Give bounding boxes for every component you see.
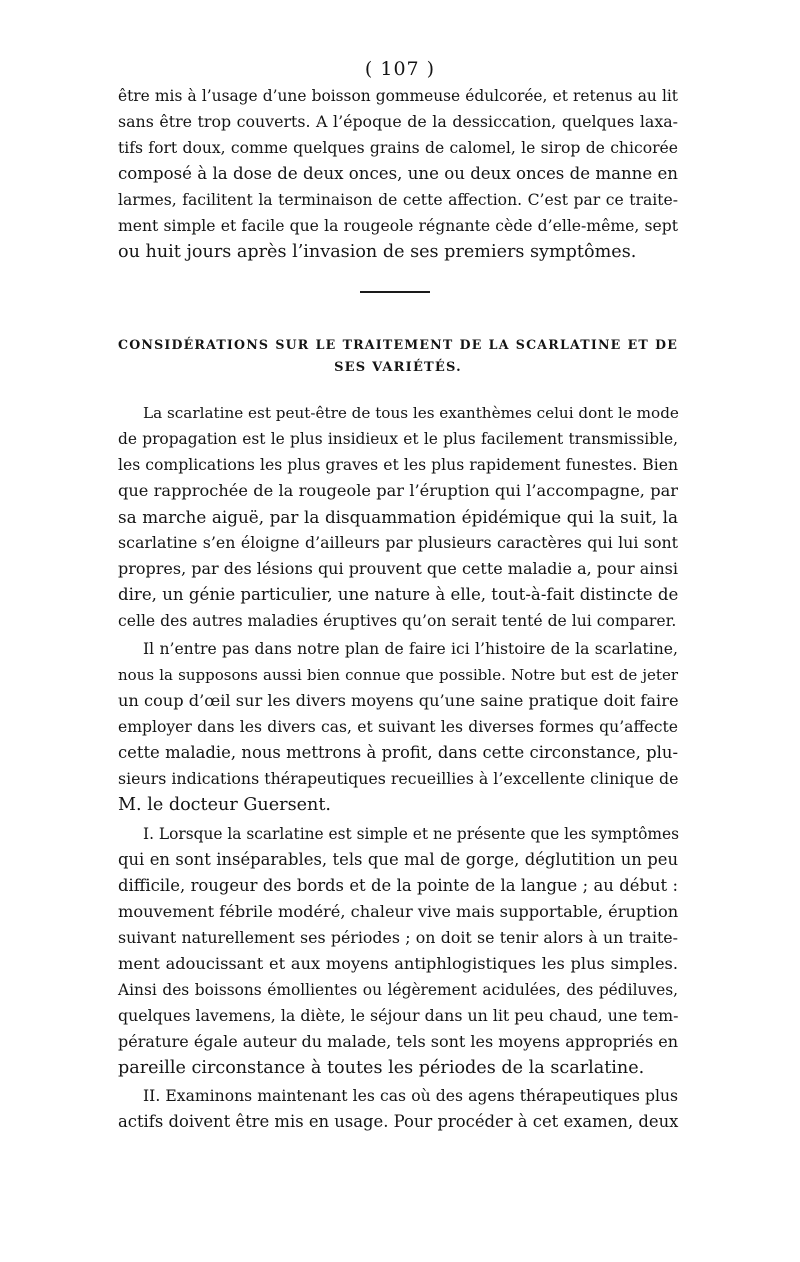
- text-line: ment adoucissant et aux moyens antiphlogistiques les plus simples.: [118, 954, 678, 973]
- text-line: qui en sont inséparables, tels que mal de gorge, déglutition un peu: [118, 850, 678, 869]
- text-line: être mis à l’usage d’une boisson gommeuse édulcorée, et retenus au lit: [118, 87, 678, 105]
- text-line: scarlatine s’en éloigne d’ailleurs par plusieurs caractères qui lui sont: [118, 533, 678, 552]
- text-line: propres, par des lésions qui prouvent que cette maladie a, pour ainsi: [118, 559, 678, 578]
- text-line: un coup d’œil sur les divers moyens qu’une saine pratique doit faire: [118, 691, 679, 710]
- page-number: ( 107 ): [364, 58, 436, 80]
- text-line: pareille circonstance à toutes les périodes de la scarlatine.: [118, 1058, 645, 1078]
- text-line: nous la supposons aussi bien connue que possible. Notre but est de jeter: [118, 666, 678, 684]
- text-line: larmes, facilitent la terminaison de cette affection. C’est par ce traite-: [118, 191, 678, 209]
- text-line: les complications les plus graves et les plus rapidement funestes. Bien: [118, 456, 678, 474]
- text-line: pérature égale auteur du malade, tels sont les moyens appropriés en: [118, 1032, 679, 1051]
- text-line: Il n’entre pas dans notre plan de faire ici l’histoire de la scarlatine,: [143, 640, 678, 658]
- text-line: quelques lavemens, la diète, le séjour dans un lit peu chaud, une tem-: [118, 1006, 679, 1025]
- text-line: que rapprochée de la rougeole par l’éruption qui l’accompagne, par: [118, 481, 678, 500]
- text-line: cette maladie, nous mettrons à profit, dans cette circonstance, plu-: [118, 743, 678, 762]
- text-line: tifs fort doux, comme quelques grains de calomel, le sirop de chicorée: [118, 139, 678, 157]
- section-divider: [360, 291, 430, 293]
- text-line: mouvement fébrile modéré, chaleur vive mais supportable, éruption: [118, 902, 679, 921]
- text-line: La scarlatine est peut-être de tous les exanthèmes celui dont le mode: [143, 404, 679, 422]
- text-line: employer dans les divers cas, et suivant les diverses formes qu’affecte: [118, 718, 678, 736]
- text-line: de propagation est le plus insidieux et le plus facilement transmissible,: [118, 430, 678, 448]
- text-line: celle des autres maladies éruptives qu’on serait tenté de lui comparer.: [118, 612, 677, 630]
- text-line: M. le docteur Guersent.: [118, 795, 331, 815]
- text-line: sa marche aiguë, par la disquammation épidémique qui la suit, la: [118, 507, 678, 527]
- text-line: composé à la dose de deux onces, une ou deux onces de manne en: [118, 164, 678, 183]
- text-line: sans être trop couverts. A l’époque de la dessiccation, quelques laxa-: [118, 112, 678, 131]
- text-line: difficile, rougeur des bords et de la pointe de la langue ; au début :: [118, 876, 678, 895]
- section-heading-line-1: CONSIDÉRATIONS SUR LE TRAITEMENT DE LA SCARLATINE ET DE: [118, 337, 678, 352]
- section-heading-line-2: SES VARIÉTÉS.: [334, 360, 462, 375]
- text-line: Ainsi des boissons émollientes ou légèrement acidulées, des pédiluves,: [118, 981, 678, 999]
- text-line: I. Lorsque la scarlatine est simple et ne présente que les symptômes: [143, 825, 679, 843]
- text-line: suivant naturellement ses périodes ; on doit se tenir alors à un traite-: [118, 928, 678, 947]
- text-line: ou huit jours après l’invasion de ses premiers symptômes.: [118, 242, 637, 262]
- text-line: II. Examinons maintenant les cas où des agens thérapeutiques plus: [143, 1087, 678, 1105]
- text-line: sieurs indications thérapeutiques recueillies à l’excellente clinique de: [118, 769, 679, 788]
- text-line: ment simple et facile que la rougeole régnante cède d’elle-même, sept: [118, 217, 678, 235]
- text-line: dire, un génie particulier, une nature à elle, tout-à-fait distincte de: [118, 585, 679, 604]
- text-line: actifs doivent être mis en usage. Pour procéder à cet examen, deux: [118, 1112, 679, 1131]
